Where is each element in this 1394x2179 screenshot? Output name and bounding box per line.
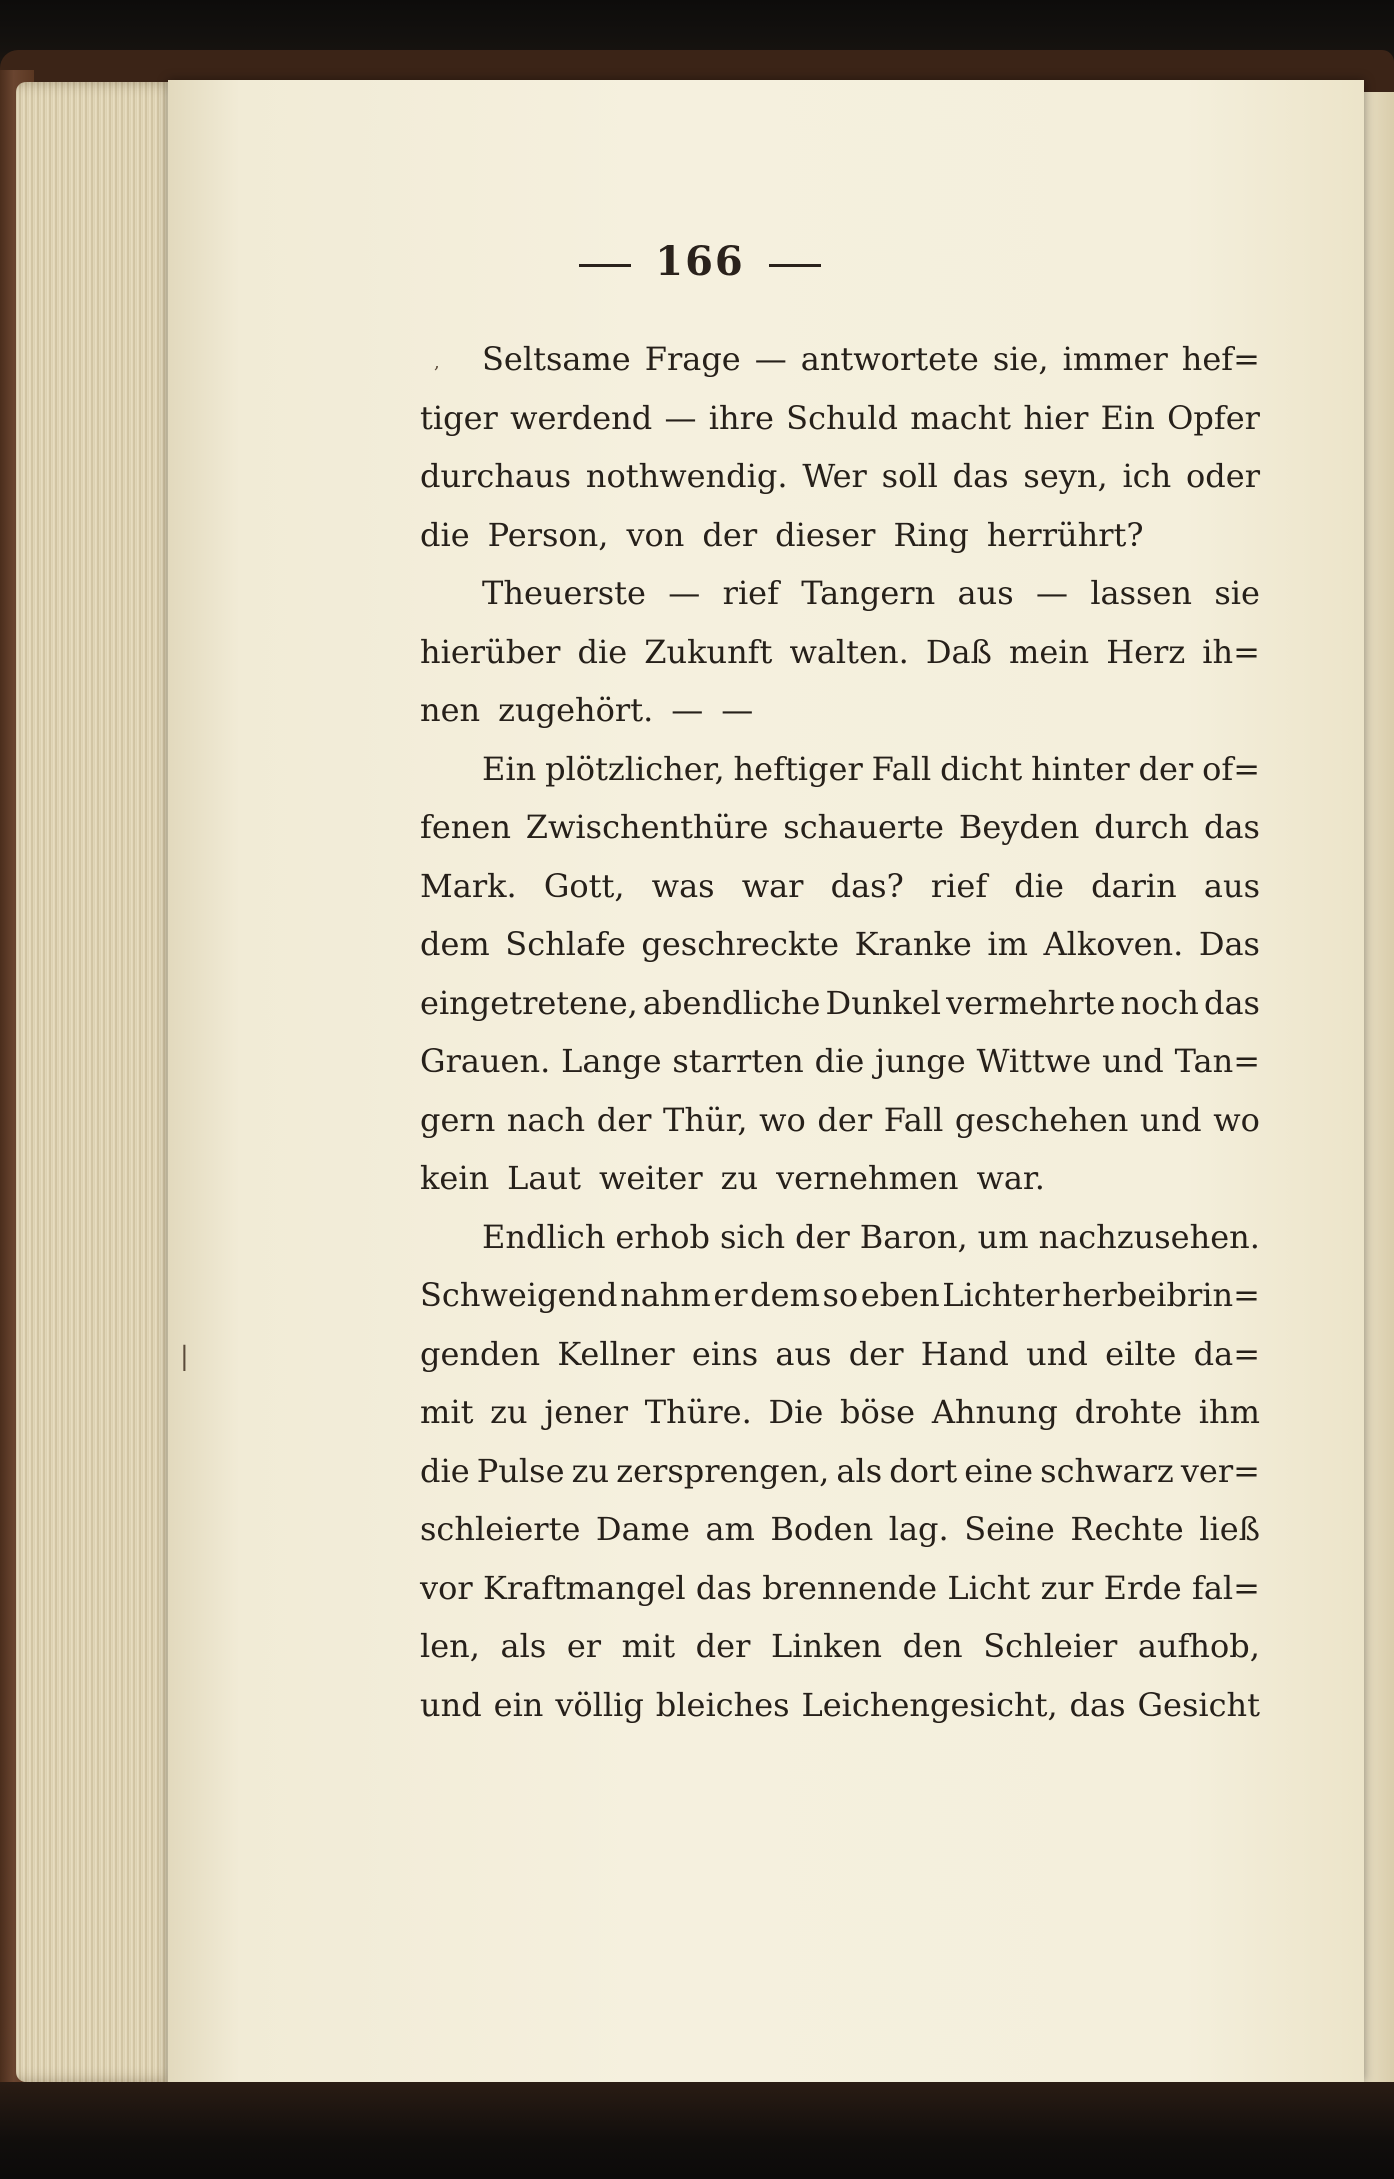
page-edges: [16, 82, 192, 2082]
text-line: durchaus nothwendig. Wer soll das seyn, ich oder: [420, 457, 1260, 495]
text-line: schleierte Dame am Boden lag. Seine Rechte ließ: [420, 1510, 1260, 1548]
scan-bottom: [0, 2082, 1394, 2179]
header-dash-right: [769, 264, 821, 267]
page-body-text: [420, 330, 1260, 1734]
text-line: mit zu jener Thüre. Die böse Ahnung drohte ihm: [420, 1393, 1260, 1431]
text-line: nen zugehört. — —: [420, 691, 754, 729]
text-line: Ein plötzlicher, heftiger Fall dicht hinter der of=: [482, 749, 1260, 788]
text-line: hierüber die Zukunft walten. Daß mein Herz ih=: [420, 632, 1260, 671]
text-line: kein Laut weiter zu vernehmen war.: [420, 1159, 1045, 1197]
text-line: Seltsame Frage — antwortete sie, immer hef=: [482, 340, 1260, 378]
text-line: Endlich erhob sich der Baron, um nachzusehen.: [482, 1217, 1260, 1256]
text-line: Grauen. Lange starrten die junge Wittwe und Tan=: [420, 1042, 1260, 1080]
text-line: die Person, von der dieser Ring herrührt?: [420, 515, 1144, 554]
text-line: len, als er mit der Linken den Schleier aufhob,: [420, 1627, 1260, 1665]
text-line: dem Schlafe geschreckte Kranke im Alkoven. Das: [420, 925, 1260, 963]
margin-mark: |: [180, 1342, 189, 1372]
text-line: fenen Zwischenthüre schauerte Beyden durch das: [420, 808, 1260, 846]
text-line: Theuerste — rief Tangern aus — lassen sie: [482, 574, 1260, 612]
text-line: eingetretene, abendliche Dunkel vermehrte noch das: [420, 983, 1260, 1022]
text-line: genden Kellner eins aus der Hand und eilte da=: [420, 1334, 1260, 1373]
text-line: gern nach der Thür, wo der Fall geschehen und wo: [420, 1100, 1260, 1139]
page-header: [550, 238, 850, 298]
text-line: Schweigend nahm er dem so eben Lichter herbeibrin=: [420, 1276, 1260, 1314]
text-line: vor Kraftmangel das brennende Licht zur Erde fal=: [420, 1568, 1260, 1607]
header-dash-left: [579, 264, 631, 267]
text-line: tiger werdend — ihre Schuld macht hier Ein Opfer: [420, 398, 1260, 437]
margin-mark: ,: [434, 352, 440, 373]
text-line: und ein völlig bleiches Leichengesicht, das Gesicht: [420, 1685, 1260, 1724]
page-number: 166: [655, 238, 745, 285]
text-line: Mark. Gott, was war das? rief die darin aus: [420, 866, 1260, 905]
text-line: die Pulse zu zersprengen, als dort eine schwarz ver=: [420, 1451, 1260, 1490]
